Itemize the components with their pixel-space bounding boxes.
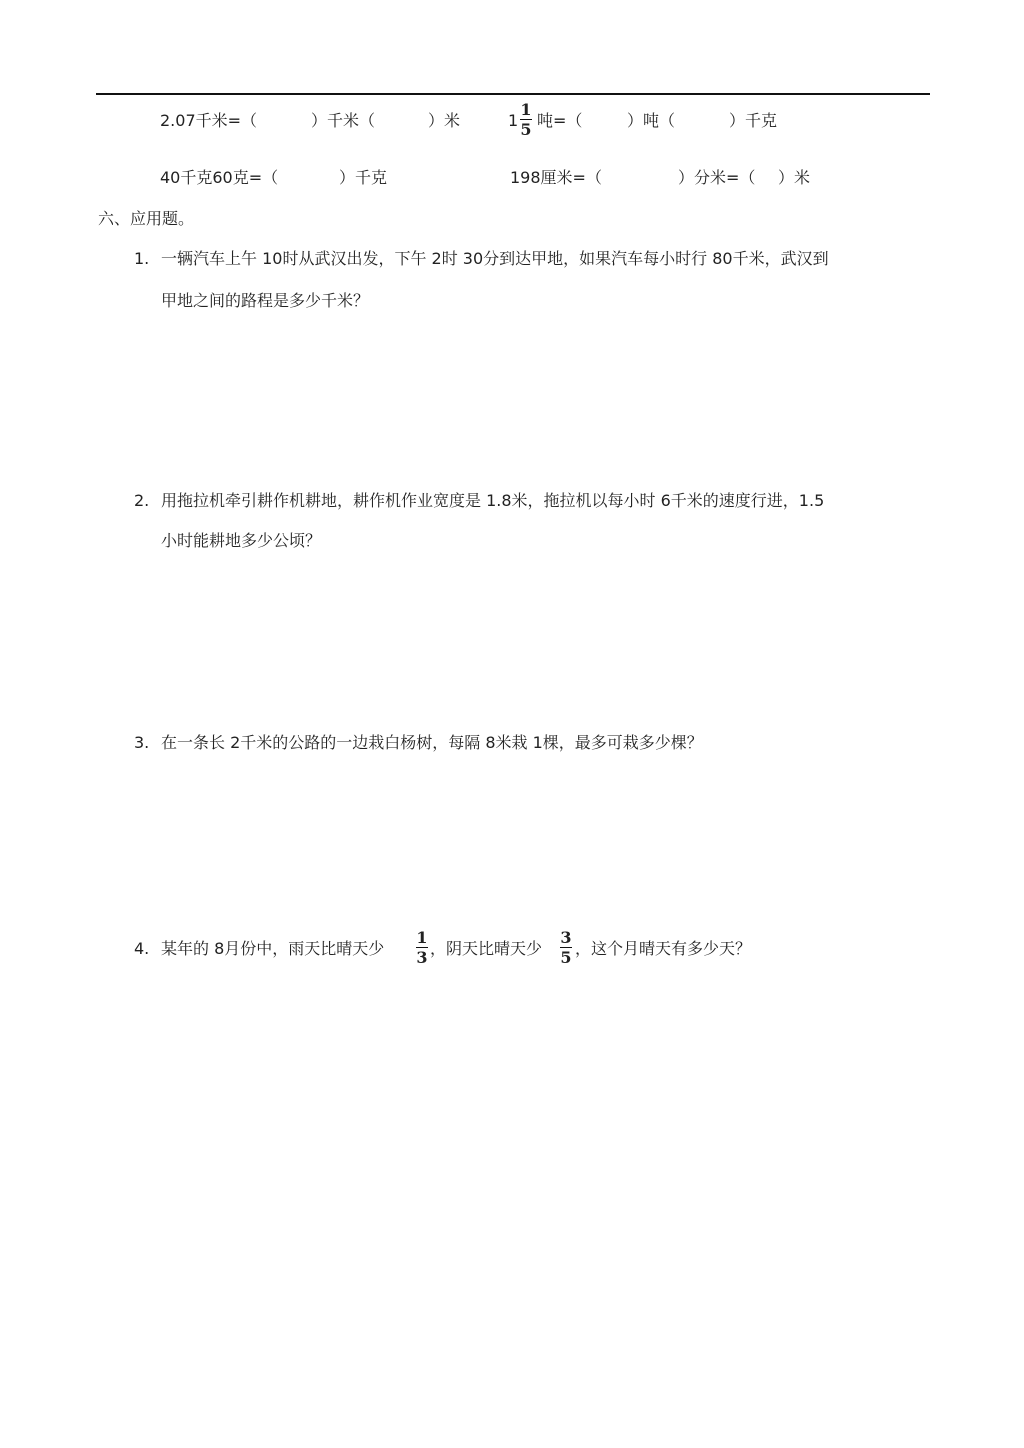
conv-row2-right-middle: ）分米=（ <box>678 168 756 187</box>
question-4-text-part-3: ，这个月晴天有多少天？ <box>575 939 752 958</box>
fraction-denominator: 5 <box>520 120 532 139</box>
question-4-text-part-2: ，阴天比晴天少 <box>430 939 543 958</box>
conv-row1-right-prefix: 吨=（ <box>537 111 583 130</box>
question-4-text-part-1: 某年的 8月份中，雨天比晴天少 <box>161 939 385 958</box>
question-2-number: 2. <box>134 491 150 510</box>
section-title: 六、应用题。 <box>98 209 195 228</box>
question-2-line-1: 用拖拉机牵引耕作机耕地，耕作机作业宽度是 1.8米，拖拉机以每小时 6千米的速度行进，1.5 <box>161 491 825 510</box>
question-3-line-1: 在一条长 2千米的公路的一边栽白杨树，每隔 8米栽 1棵，最多可栽多少棵？ <box>161 733 703 752</box>
question-1-line-2: 甲地之间的路程是多少千米？ <box>161 291 370 310</box>
fraction-one-third <box>415 929 429 966</box>
fraction-denominator: 3 <box>416 948 428 967</box>
conv-row1-right-middle: ）吨（ <box>627 111 676 130</box>
question-2-line-2: 小时能耕地多少公顷？ <box>161 531 322 550</box>
question-1-line-1: 一辆汽车上午 10时从武汉出发，下午 2时 30分到达甲地，如果汽车每小时行 80千米，武汉到 <box>161 249 829 268</box>
question-3-number: 3. <box>134 733 150 752</box>
header-rule <box>96 93 930 95</box>
conv-row1-left-middle: ）千米（ <box>311 111 376 130</box>
fraction-denominator: 5 <box>560 948 572 967</box>
fraction-numerator: 1 <box>520 100 532 119</box>
conv-row1-left-prefix: 2.07千米=（ <box>160 111 258 130</box>
conv-row2-right-prefix: 198厘米=（ <box>510 168 602 187</box>
mixed-number-whole: 1 <box>508 111 519 130</box>
conv-row1-left-suffix: ）米 <box>428 111 461 130</box>
question-4-number: 4. <box>134 939 150 958</box>
conv-row2-left-suffix: ）千克 <box>339 168 388 187</box>
question-1-number: 1. <box>134 249 150 268</box>
fraction-numerator: 3 <box>560 928 572 947</box>
conv-row1-right-suffix: ）千克 <box>729 111 778 130</box>
fraction-three-fifths <box>559 929 573 966</box>
conv-row2-left-prefix: 40千克60克=（ <box>160 168 279 187</box>
fraction-one-fifth <box>519 101 533 138</box>
fraction-numerator: 1 <box>416 928 428 947</box>
conv-row2-right-suffix: ）米 <box>778 168 811 187</box>
